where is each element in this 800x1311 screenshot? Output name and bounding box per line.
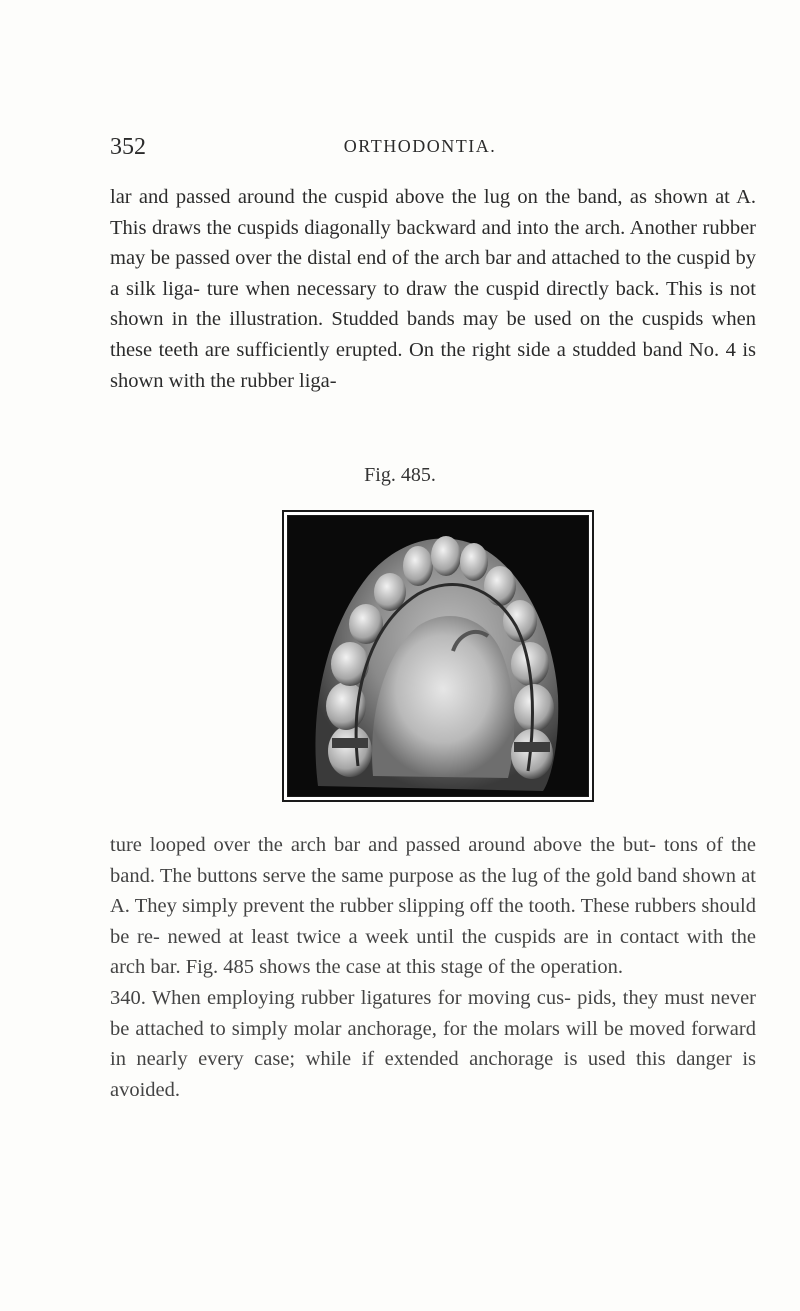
paragraph-continued: ture looped over the arch bar and passed around above the but- tons of the band. The buttons serve the same purpose as the lug of the gold band shown at A. They simply prevent the rubber slipping off the tooth. These rubbers should be re- newed at least twice a week until the cuspids are in contact with the arch bar. Fig. 485 shows the case at this stage of the operation. — [110, 834, 756, 979]
figure-photo — [282, 510, 594, 802]
dental-cast-photo — [288, 516, 588, 796]
paragraph-bottom — [110, 830, 756, 1105]
section-340-text: When employing rubber ligatures for moving cus- pids, they must never be attached to simply molar anchorage, for the molars will be moved forward in nearly every case; while if extended anchorage is used this danger is avoided. — [110, 986, 756, 1101]
page-number: 352 — [110, 134, 146, 160]
paragraph-top: lar and passed around the cuspid above the lug on the band, as shown at A. This draws the cuspids diagonally backward and into the arch. Another rubber may be passed over the distal end of the arch bar and attached to the cuspid by a silk liga- ture when necessary to draw the cuspid directly back. This is not shown in the illustration. Studded bands may be used on the cuspids when these teeth are sufficiently erupted. On the right side a studded band No. 4 is shown with the rubber liga- — [110, 186, 756, 392]
running-head: ORTHODONTIA. — [343, 136, 497, 156]
figure-caption: Fig. 485. — [364, 464, 436, 486]
paragraph-340 — [110, 983, 756, 1105]
section-number: 340. — [110, 986, 152, 1009]
figure-photo-frame — [287, 515, 589, 797]
